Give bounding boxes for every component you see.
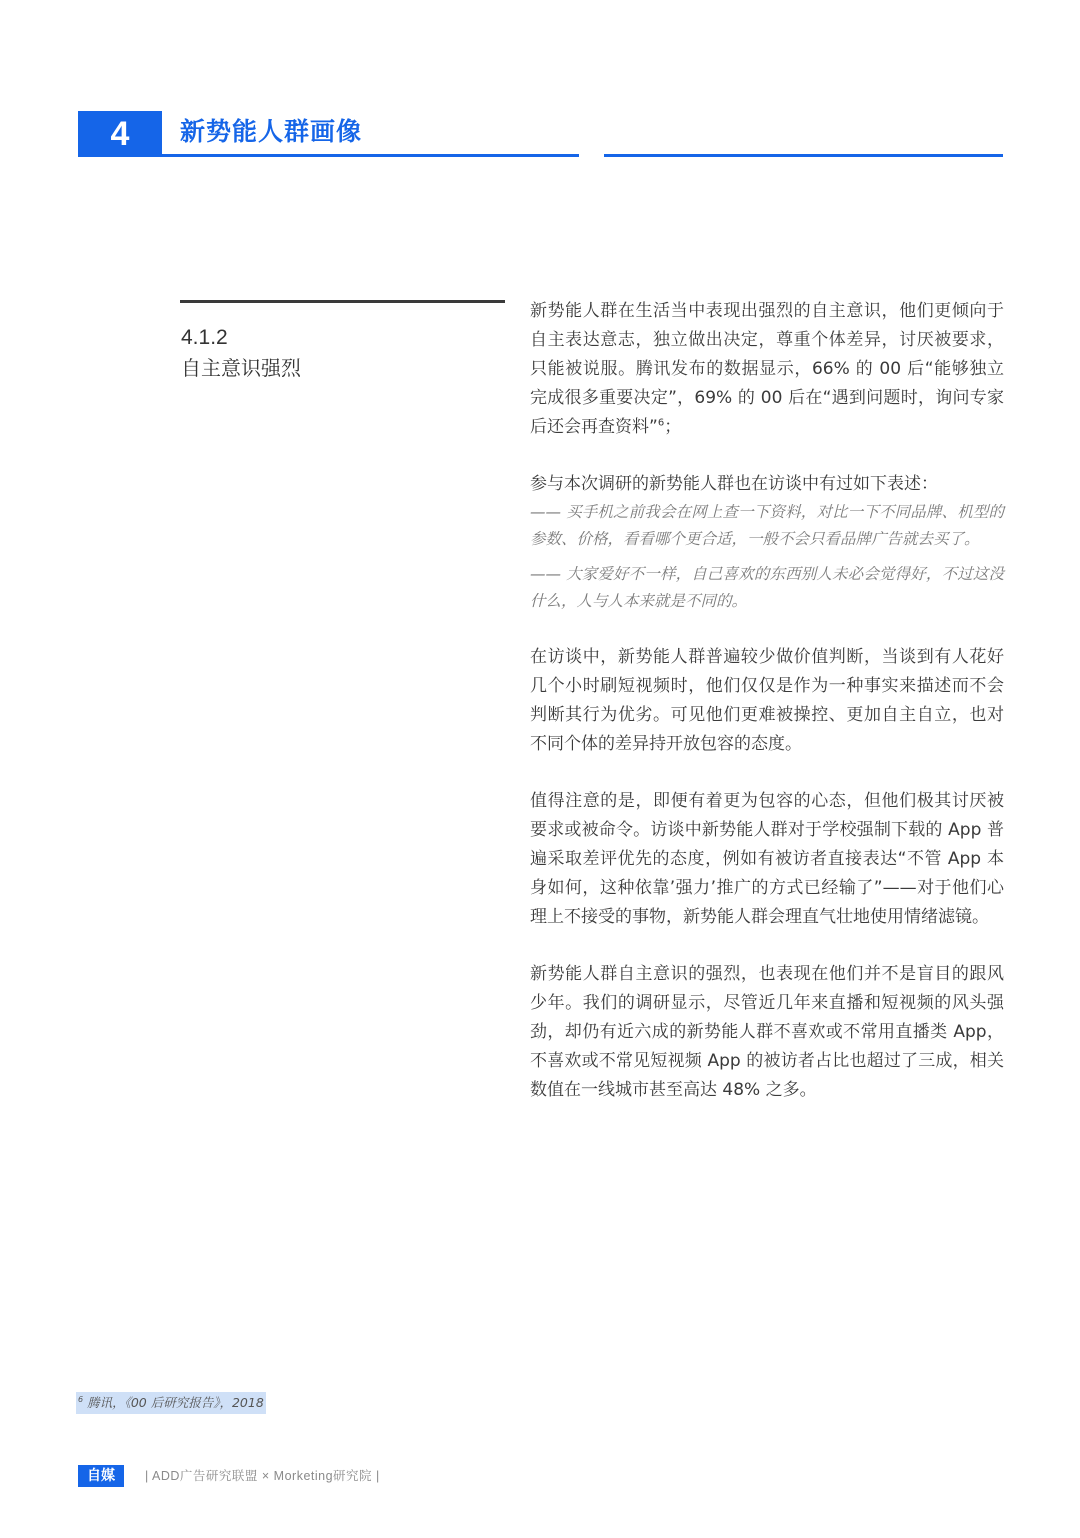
main-text-column xyxy=(530,297,1004,1105)
footer-credit: | ADD广告研究联盟 × Morketing研究院 | xyxy=(145,1469,380,1483)
footnote-text: 腾讯，《00 后研究报告》，2018 xyxy=(87,1395,264,1410)
footnote-reference: 6 xyxy=(657,417,665,429)
paragraph-5: 新势能人群自主意识的强烈，也表现在他们并不是盲目的跟风少年。我们的调研显示，尽管近几年来直播和短视频的风头强劲，却仍有近六成的新势能人群不喜欢或不常用直播类 App，不喜欢或不常见短视频 App 的被访者占比也超过了三成，相关数值在一线城市甚至高达 48% 之多。 xyxy=(530,964,1004,1100)
section-rule xyxy=(180,300,505,303)
chapter-title: 新势能人群画像 xyxy=(180,117,363,146)
footer-logo: 自媒 xyxy=(78,1465,124,1487)
section-title: 自主意识强烈 xyxy=(181,356,301,380)
paragraph-2: 参与本次调研的新势能人群也在访谈中有过如下表述： xyxy=(530,474,938,494)
paragraph-1 xyxy=(530,297,1004,442)
interview-quote-1: —— 买手机之前我会在网上查一下资料，对比一下不同品牌、机型的参数、价格，看看哪个更合适，一般不会只看品牌广告就去买了。 xyxy=(530,503,1004,548)
paragraph-3: 在访谈中，新势能人群普遍较少做价值判断，当谈到有人花好几个小时刷短视频时，他们仅仅是作为一种事实来描述而不会判断其行为优劣。可见他们更难被操控、更加自主自立，也对不同个体的差异持开放包容的态度。 xyxy=(530,647,1004,754)
header-rule-right xyxy=(604,154,1003,157)
header-rule-left xyxy=(162,154,579,157)
paragraph-1-text: 新势能人群在生活当中表现出强烈的自主意识，他们更倾向于自主表达意志，独立做出决定，尊重个体差异，讨厌被要求，只能被说服。腾讯发布的数据显示，66% 的 00 后“能够独立完成很多重要决定”，69% 的 00 后在“遇到问题时，询问专家后还会再查资料” xyxy=(530,301,1004,437)
footnote xyxy=(76,1392,266,1414)
footnote-mark: 6 xyxy=(78,1394,84,1404)
paragraph-1-end: ； xyxy=(664,417,682,437)
paragraph-4: 值得注意的是，即便有着更为包容的心态，但他们极其讨厌被要求或被命令。访谈中新势能人群对于学校强制下载的 App 普遍采取差评优先的态度，例如有被访者直接表达“不管 App 本身如何，这种依靠’强力’推广的方式已经输了”——对于他们心理上不接受的事物，新势能人群会理直气壮地使用情绪滤镜。 xyxy=(530,791,1004,927)
chapter-number-badge: 4 xyxy=(78,111,162,157)
interview-quote-2: —— 大家爱好不一样，自己喜欢的东西别人未必会觉得好，不过这没什么，人与人本来就是不同的。 xyxy=(530,565,1004,610)
section-number: 4.1.2 xyxy=(181,326,228,349)
